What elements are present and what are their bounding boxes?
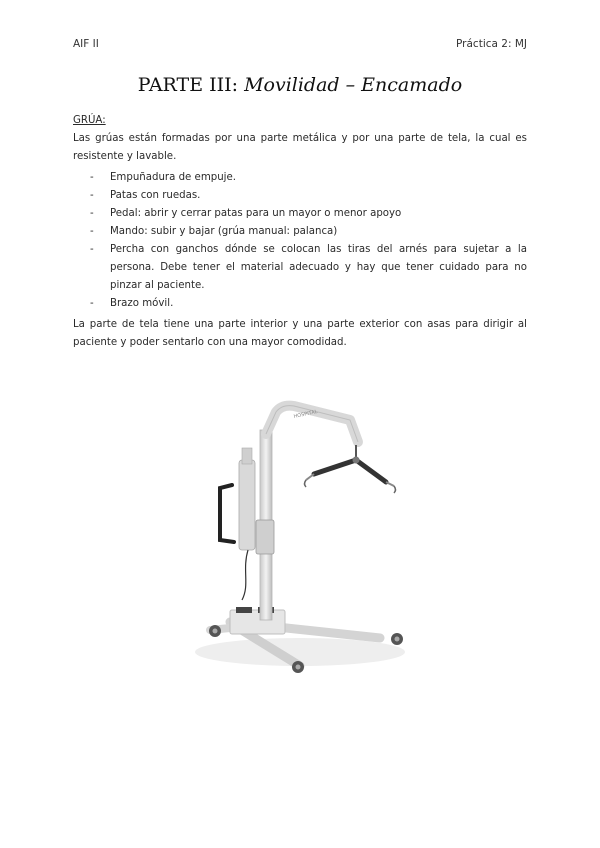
header-left: AIF II (73, 38, 99, 50)
intro-paragraph: Las grúas están formadas por una parte metálica y por una parte de tela, la cual es resistente y lavable. (73, 133, 527, 162)
component-list (73, 169, 527, 313)
list-item: - Pedal: abrir y cerrar patas para un mayor o menor apoyo (73, 205, 527, 223)
title-prefix: PARTE III: (137, 74, 245, 96)
closing-paragraph: La parte de tela tiene una parte interior y una parte exterior con asas para dirigir al paciente y poder sentarlo con una mayor comodidad. (73, 319, 527, 348)
list-item: - Brazo móvil. (73, 295, 527, 313)
main-content (73, 112, 527, 352)
list-item: - Percha con ganchos dónde se colocan las tiras del arnés para sujetar a la persona. Debe tener el material adecuado y hay que tener cuidado para no pinzar al paciente. (73, 241, 527, 295)
boom-brand-text: HOSPITAL (293, 409, 319, 420)
title-italic: Movilidad – Encamado (244, 74, 463, 96)
list-item: - Empuñadura de empuje. (73, 169, 527, 187)
page-title (0, 74, 600, 96)
patient-lift-illustration (190, 390, 420, 690)
list-item: - Patas con ruedas. (73, 187, 527, 205)
section-heading: GRÚA: (73, 115, 106, 126)
patient-lift-image (190, 390, 420, 690)
header-right: Práctica 2: MJ (456, 38, 527, 50)
list-item: - Mando: subir y bajar (grúa manual: palanca) (73, 223, 527, 241)
